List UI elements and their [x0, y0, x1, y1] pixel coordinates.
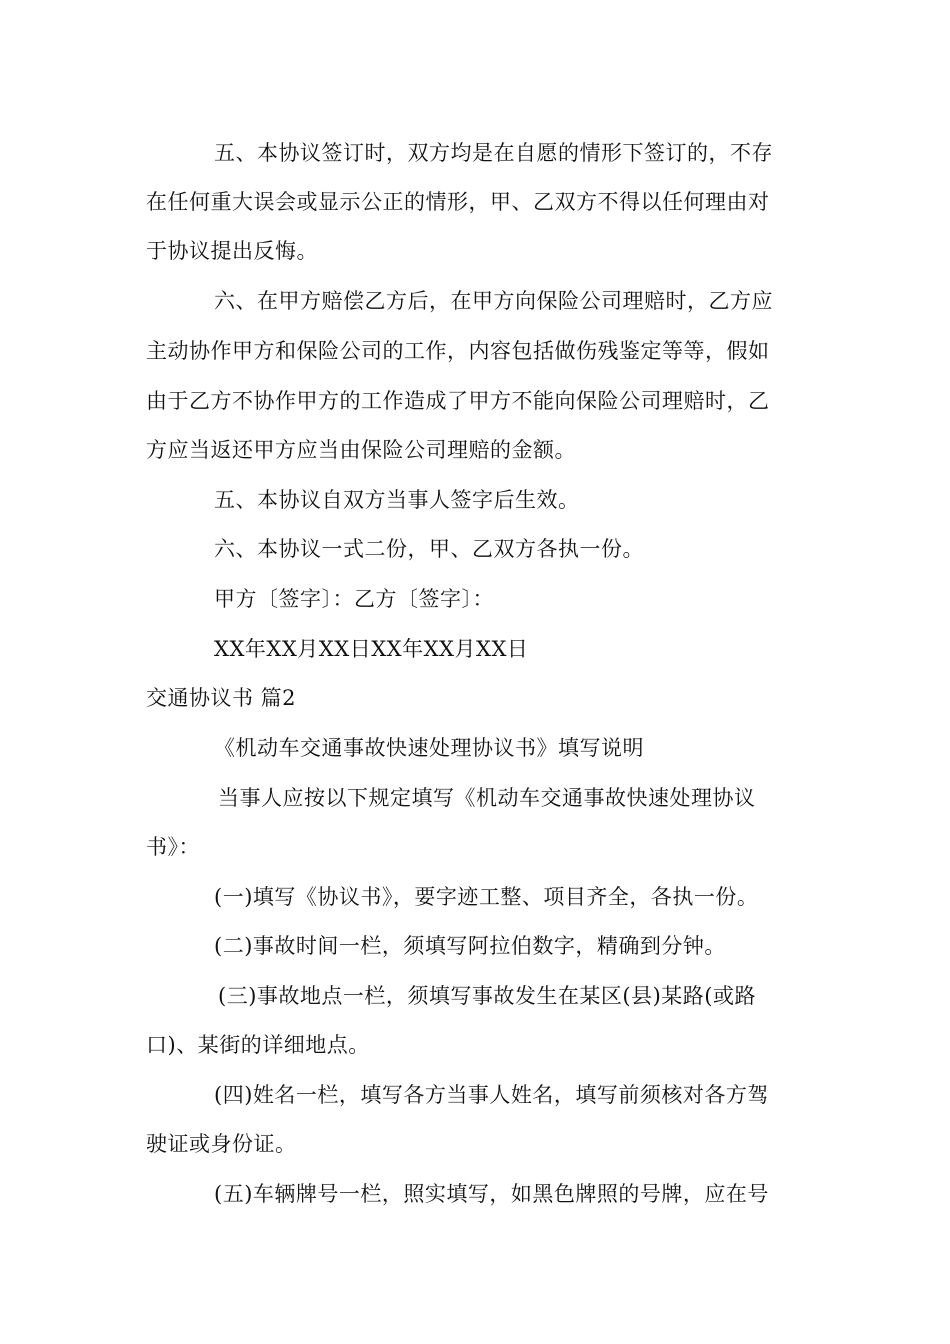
paragraph-line: 主动协作甲方和保险公司的工作，内容包括做伤残鉴定等等，假如: [146, 339, 770, 363]
paragraph-line: 五、本协议自双方当事人签字后生效。: [214, 488, 580, 512]
signature-line: 甲方〔签字〕：乙方〔签字〕：: [214, 587, 494, 611]
paragraph-line: 口)、某街的详细地点。: [146, 1033, 370, 1057]
paragraph-line: 六、本协议一式二份，甲、乙双方各执一份。: [214, 537, 644, 561]
paragraph-line: 当事人应按以下规定填写《机动车交通事故快速处理协议: [218, 786, 756, 810]
paragraph-line: 书》：: [146, 835, 200, 859]
paragraph-line: (三)事故地点一栏，须填写事故发生在某区(县)某路(或路: [218, 984, 756, 1008]
section-subtitle: 《机动车交通事故快速处理协议书》填写说明: [214, 736, 644, 760]
paragraph-line: 六、在甲方赔偿乙方后，在甲方向保险公司理赔时，乙方应: [214, 289, 773, 313]
paragraph-line: 驶证或身份证。: [146, 1132, 297, 1156]
paragraph-line: 于协议提出反悔。: [146, 239, 318, 263]
section-heading: 交通协议书 篇2: [146, 686, 297, 710]
paragraph-line: (五)车辆牌号一栏，照实填写，如黑色牌照的号牌，应在号: [214, 1182, 769, 1206]
paragraph-line: (一)填写《协议书》，要字迹工整、项目齐全，各执一份。: [214, 885, 759, 909]
date-line: XX年XX月XX日XX年XX月XX日: [214, 637, 529, 661]
paragraph-line: 方应当返还甲方应当由保险公司理赔的金额。: [146, 438, 576, 462]
paragraph-line: (四)姓名一栏，填写各方当事人姓名，填写前须核对各方驾: [214, 1083, 769, 1107]
paragraph-line: 五、本协议签订时，双方均是在自愿的情形下签订的，不存: [214, 141, 773, 165]
paragraph-line: (二)事故时间一栏，须填写阿拉伯数字，精确到分钟。: [214, 934, 726, 958]
paragraph-line: 在任何重大误会或显示公正的情形，甲、乙双方不得以任何理由对: [146, 190, 770, 214]
paragraph-line: 由于乙方不协作甲方的工作造成了甲方不能向保险公司理赔时，乙: [146, 389, 770, 413]
